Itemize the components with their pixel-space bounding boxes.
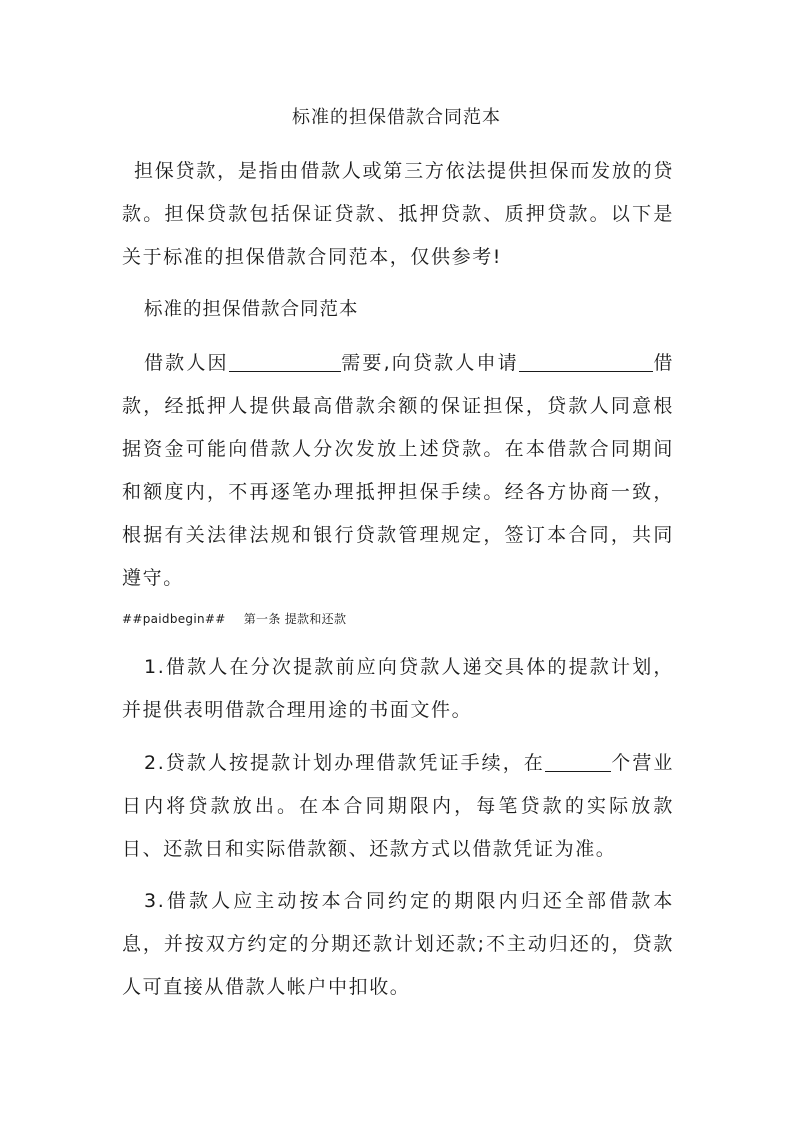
preamble-text-3: 借款，经抵押人提供最高借款余额的保证担保，贷款人同意根据资金可能向借款人分次发放上述贷款。在本借款合同期间和额度内，不再逐笔办理抵押担保手续。经各方协商一致，根据有关法律法规和银行贷款管理规定，签订本合同，共同遵守。: [122, 352, 674, 589]
contract-preamble: [122, 342, 674, 600]
clause-item-2: [122, 742, 674, 871]
section-heading-line: [122, 608, 682, 630]
blank-business-days[interactable]: [545, 751, 611, 772]
intro-paragraph: 担保贷款，是指由借款人或第三方依法提供担保而发放的贷款。担保贷款包括保证贷款、抵押贷款、质押贷款。以下是关于标准的担保借款合同范本，仅供参考!: [122, 160, 674, 268]
blank-purpose[interactable]: [229, 351, 341, 372]
section-heading: 第一条 提款和还款: [243, 612, 347, 626]
paid-marker: ##paidbegin##: [122, 612, 226, 626]
contract-subtitle: 标准的担保借款合同范本: [144, 299, 359, 320]
preamble-text-1: 借款人因: [144, 352, 229, 374]
clause-item-3: 3.借款人应主动按本合同约定的期限内归还全部借款本息，并按双方约定的分期还款计划还款;不主动归还的，贷款人可直接从借款人帐户中扣收。: [122, 890, 674, 998]
item2-text-1: 2.贷款人按提款计划办理借款凭证手续，在: [144, 752, 545, 774]
preamble-text-2: 需要,向贷款人申请: [340, 352, 519, 374]
item2-text-2: 个营业日内将贷款放出。在本合同期限内，每笔贷款的实际放款日、还款日和实际借款额、还款方式以借款凭证为准。: [122, 752, 674, 860]
clause-item-1: 1.借款人在分次提款前应向贷款人递交具体的提款计划，并提供表明借款合理用途的书面文件。: [122, 656, 674, 721]
document-title: 标准的担保借款合同范本: [292, 107, 501, 128]
blank-amount[interactable]: [519, 351, 653, 372]
